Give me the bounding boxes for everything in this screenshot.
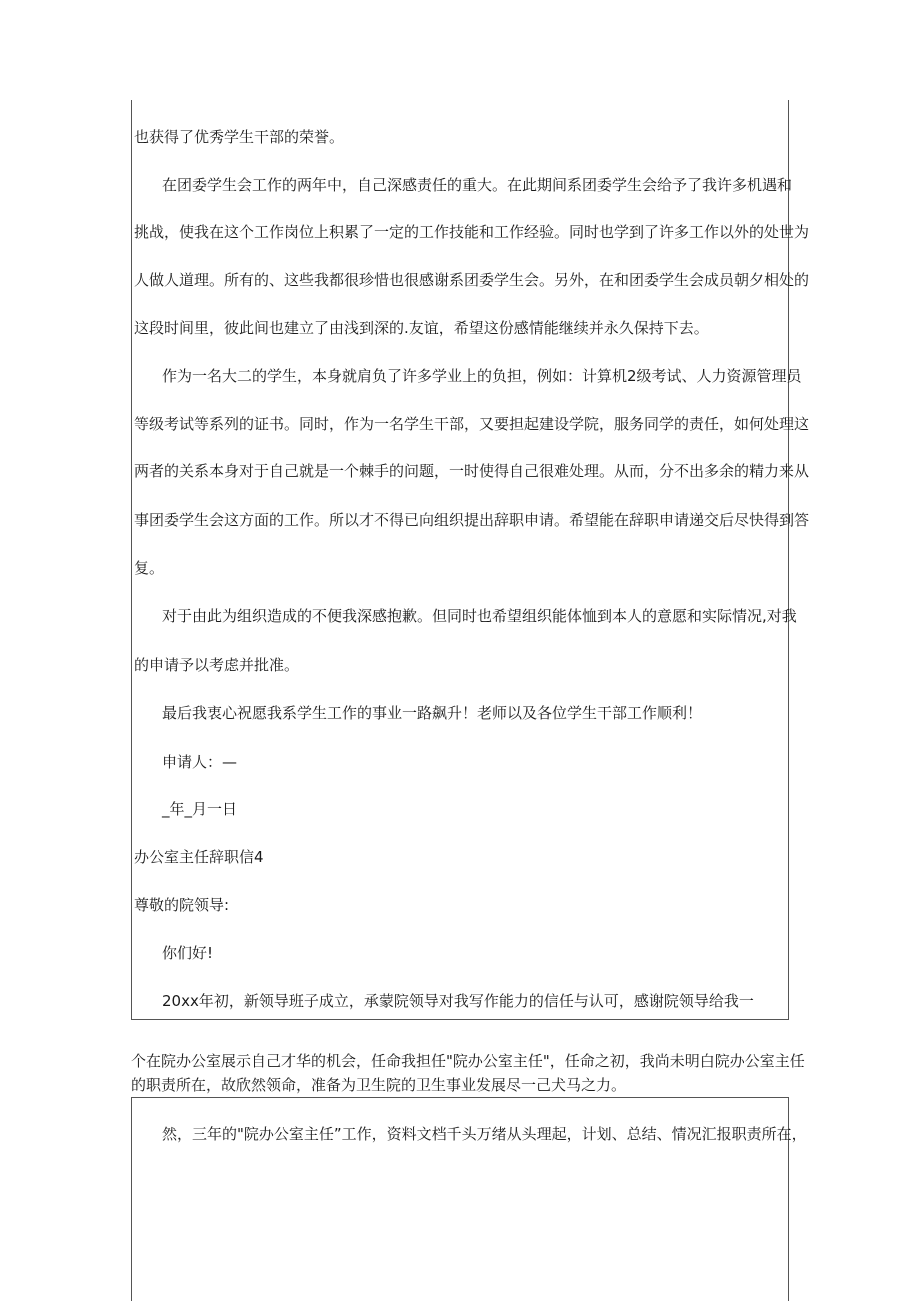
paragraph-line: 个在院办公室展示自己才华的机会，任命我担任"院办公室主任"，任命之初，我尚未明白院办公室主任: [131, 1052, 805, 1070]
letter-greeting: 你们好!: [162, 944, 214, 962]
paragraph-line: 对于由此为组织造成的不便我深感抱歉。但同时也希望组织能体恤到本人的意愿和实际情况,对我: [162, 607, 797, 625]
paragraph-line: 然，三年的"院办公室主任”工作，资料文档千头万绪从头理起，计划、总结、情况汇报职责所在，: [162, 1125, 807, 1143]
paragraph-line: 两者的关系本身对于自己就是一个棘手的问题，一时使得自己很难处理。从而，分不出多余的精力来从: [134, 462, 810, 480]
paragraph-line: 在团委学生会工作的两年中，自己深感责任的重大。在此期间系团委学生会给予了我许多机遇和: [162, 176, 793, 194]
paragraph-line: 的申请予以考虑并批准。: [134, 656, 300, 674]
letter-salutation: 尊敬的院领导:: [134, 896, 230, 914]
paragraph-line: 的职责所在，故欣然领命，准备为卫生院的卫生事业发展尽一己犬马之力。: [131, 1076, 627, 1094]
paragraph-line: 等级考试等系列的证书。同时，作为一名学生干部，又要担起建设学院，服务同学的责任，如何处理这: [134, 415, 810, 433]
paragraph-line: 这段时间里，彼此间也建立了由浅到深的.友谊，希望这份感情能继续并永久保持下去。: [134, 319, 709, 337]
signature-applicant: 申请人：—: [162, 753, 238, 771]
paragraph-line: 也获得了优秀学生干部的荣誉。: [134, 128, 345, 146]
paragraph-line: 作为一名大二的学生，本身就肩负了许多学业上的负担，例如：计算机2级考试、人力资源管理员: [162, 367, 802, 385]
paragraph-line: 事团委学生会这方面的工作。所以才不得已向组织提出辞职申请。希望能在辞职申请递交后尽快得到答: [134, 511, 810, 529]
paragraph-line: 挑战，使我在这个工作岗位上积累了一定的工作技能和工作经验。同时也学到了许多工作以外的处世为: [134, 223, 810, 241]
signature-date: _年_月一日: [162, 800, 238, 818]
paragraph-line: 20xx年初，新领导班子成立，承蒙院领导对我写作能力的信任与认可，感谢院领导给我一: [162, 992, 754, 1010]
paragraph-line: 复。: [134, 559, 165, 577]
paragraph-line: 人做人道理。所有的、这些我都很珍惜也很感谢系团委学生会。另外，在和团委学生会成员朝夕相处的: [134, 271, 810, 289]
letter-title: 办公室主任辞职信4: [134, 848, 264, 866]
paragraph-line: 最后我衷心祝愿我系学生工作的事业一路飙升！老师以及各位学生干部工作顺利！: [162, 704, 703, 722]
